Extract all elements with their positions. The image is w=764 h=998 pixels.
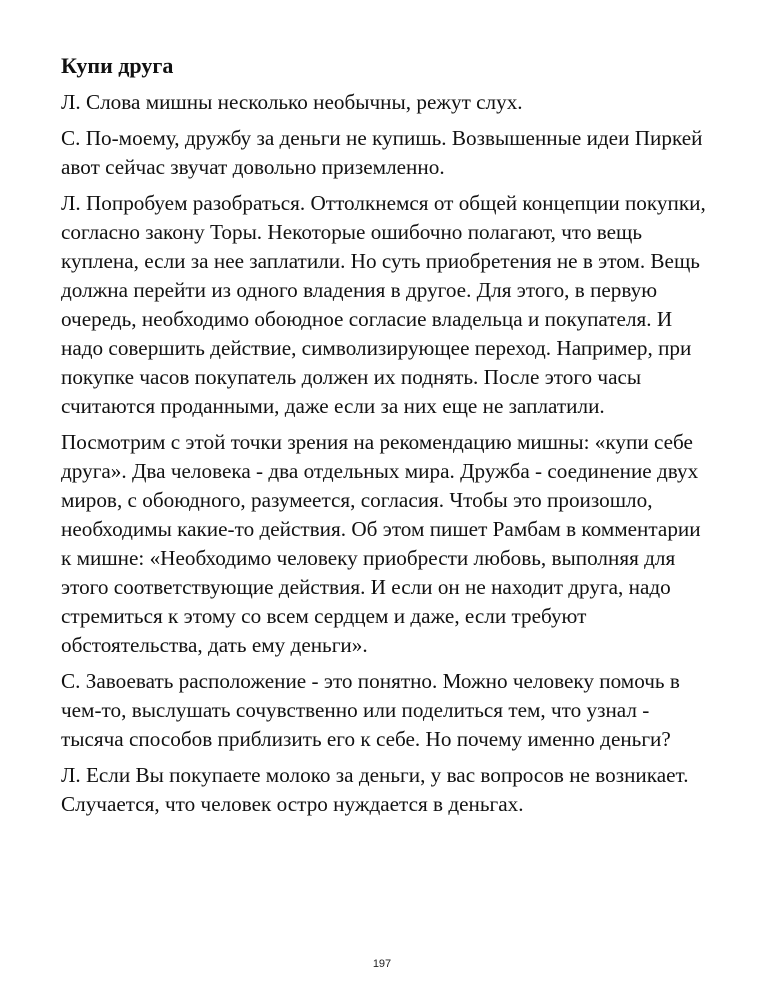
paragraph-5: С. Завоевать расположение - это понятно. Можно человеку помочь в чем-то, выслушать сочувственно или поделиться тем, что узнал - тысяча способов приблизить его к себе. Но почему именно деньги? — [61, 669, 680, 751]
paragraph-3: Л. Попробуем разобраться. Оттолкнемся от общей концепции покупки, согласно закону Торы. Некоторые ошибочно полагают, что вещь куплена, если за нее заплатили. Но суть приобретения не в этом. Вещь должна перейти из одного владения в другое. Для этого, в первую очередь, необходимо обоюдное согласие владельца и покупателя. И надо совершить действие, символизирующее переход. Например, при покупке часов покупатель должен их поднять. После этого часы считаются проданными, даже если за них еще не заплатили. — [61, 191, 706, 418]
document-page — [61, 52, 711, 826]
paragraph-4: Посмотрим с этой точки зрения на рекомендацию мишны: «купи себе друга». Два человека - два отдельных мира. Дружба - соединение двух миров, с обоюдного, разумеется, согласия. Чтобы это произошло, необходимы какие-то действия. Об этом пишет Рамбам в комментарии к мишне: «Необходимо человеку приобрести любовь, выполняя для этого соответствующие действия. И если он не находит друга, надо стремиться к этому со всем сердцем и даже, если требуют обстоятельства, дать ему деньги». — [61, 430, 701, 657]
section-title: Купи друга — [61, 53, 174, 78]
page-number: 197 — [372, 958, 392, 970]
paragraph-1: Л. Слова мишны несколько необычны, режут слух. — [61, 90, 523, 114]
paragraph-2: С. По-моему, дружбу за деньги не купишь. Возвышенные идеи Пиркей авот сейчас звучат довольно приземленно. — [61, 126, 703, 179]
paragraph-6: Л. Если Вы покупаете молоко за деньги, у вас вопросов не возникает. Случается, что человек остро нуждается в деньгах. — [61, 763, 689, 816]
